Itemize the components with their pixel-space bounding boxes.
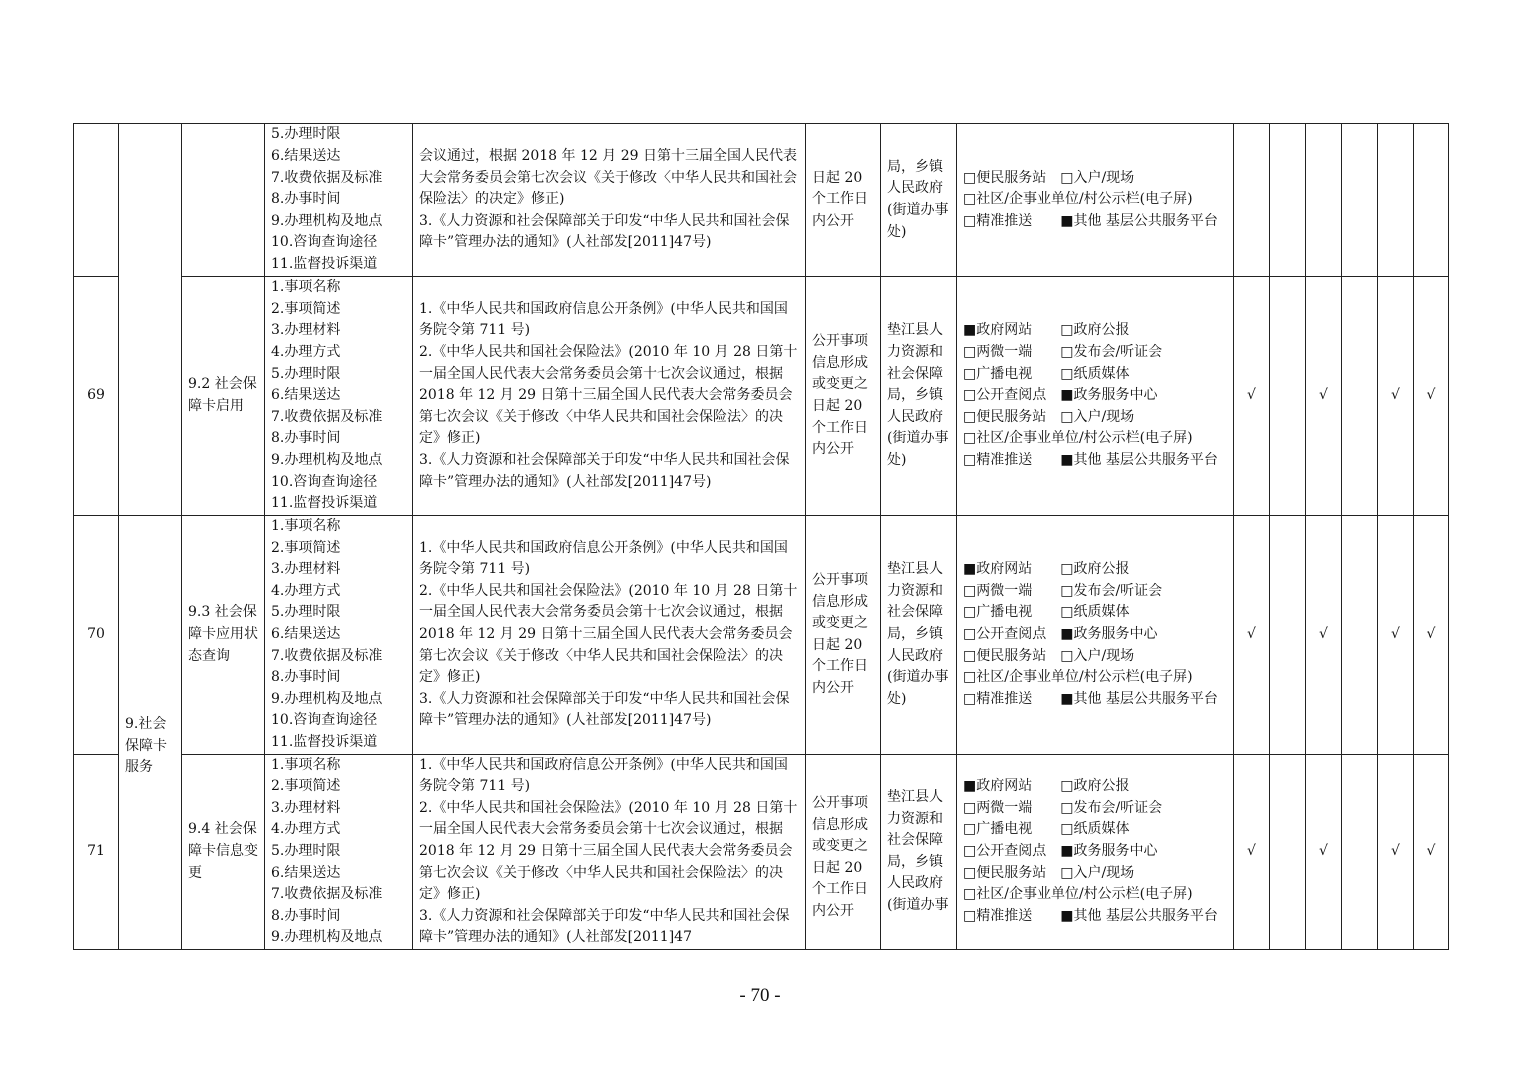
check-mark (1342, 754, 1378, 949)
category-label: 9.社会保障卡服务 (125, 716, 167, 776)
publication-channels: ■政府网站 □政府公报 □两微一端 □发布会/听证会 □广播电视 □纸质媒体 □公开查阅点 ■政务服务中心 □便民服务站 □入户/现场 □社区/企事业单位/村公示栏(电子屏) □精准推送 ■其他 基层公共服务平台 (963, 778, 1218, 924)
check-mark (1306, 124, 1342, 277)
table-row (74, 124, 1449, 277)
publication-channels: ■政府网站 □政府公报 □两微一端 □发布会/听证会 □广播电视 □纸质媒体 □公开查阅点 ■政务服务中心 □便民服务站 □入户/现场 □社区/企事业单位/村公示栏(电子屏) □精准推送 ■其他 基层公共服务平台 (963, 322, 1218, 468)
check-mark: √ (1234, 277, 1270, 516)
time-limit: 公开事项信息形成或变更之日起 20个工作日内公开 (812, 333, 868, 458)
check-mark: √ (1414, 516, 1449, 755)
check-mark: √ (1414, 754, 1449, 949)
responsible-subject: 垫江县人力资源和社会保障局，乡镇人民政府(街道办事处) (887, 322, 949, 468)
responsible-subject: 垫江县人力资源和社会保障局，乡镇人民政府(街道办事处) (887, 561, 949, 707)
time-limit: 日起 20个工作日内公开 (812, 169, 868, 229)
category-cell (119, 124, 182, 516)
legal-basis: 1.《中华人民共和国政府信息公开条例》(中华人民共和国国务院令第 711 号) 2.《中华人民共和国社会保险法》(2010 年 10 月 28 日第十一届全国人民代表大会常务委员会第十七次会议通过，根据 2018 年 12 月 29 日第十三届全国人民代表大会常务委员会第七次会议《关于修改〈中华人民共和国社会保险法〉的决定》修正) 3.《人力资源和社会保障部关于印发“中华人民共和国社会保障卡”管理办法的通知》(人社部发[2011]47 (419, 756, 798, 946)
check-mark (1270, 124, 1306, 277)
check-mark (1270, 516, 1306, 755)
publication-channels: ■政府网站 □政府公报 □两微一端 □发布会/听证会 □广播电视 □纸质媒体 □公开查阅点 ■政务服务中心 □便民服务站 □入户/现场 □社区/企事业单位/村公示栏(电子屏) □精准推送 ■其他 基层公共服务平台 (963, 561, 1218, 707)
check-mark: √ (1414, 277, 1449, 516)
legal-basis: 1.《中华人民共和国政府信息公开条例》(中华人民共和国国务院令第 711 号) 2.《中华人民共和国社会保险法》(2010 年 10 月 28 日第十一届全国人民代表大会常务委员会第十七次会议通过，根据 2018 年 12 月 29 日第十三届全国人民代表大会常务委员会第七次会议《关于修改〈中华人民共和国社会保险法〉的决定》修正) 3.《人力资源和社会保障部关于印发“中华人民共和国社会保障卡”管理办法的通知》(人社部发[2011]47号) (419, 300, 798, 490)
check-mark: √ (1306, 277, 1342, 516)
legal-basis: 1.《中华人民共和国政府信息公开条例》(中华人民共和国国务院令第 711 号) 2.《中华人民共和国社会保险法》(2010 年 10 月 28 日第十一届全国人民代表大会常务委员会第十七次会议通过，根据 2018 年 12 月 29 日第十三届全国人民代表大会常务委员会第七次会议《关于修改〈中华人民共和国社会保险法〉的决定》修正) 3.《人力资源和社会保障部关于印发“中华人民共和国社会保障卡”管理办法的通知》(人社部发[2011]47号) (419, 539, 798, 729)
check-mark: √ (1234, 754, 1270, 949)
page-number: - 70 - (739, 985, 781, 1006)
table-row (74, 516, 1449, 755)
time-limit: 公开事项信息形成或变更之日起 20个工作日内公开 (812, 794, 868, 919)
disclosure-table (73, 123, 1449, 950)
subitem-cell (182, 124, 265, 277)
check-mark (1342, 516, 1378, 755)
check-mark (1378, 124, 1414, 277)
check-mark (1342, 124, 1378, 277)
subitem-cell: 9.2 社会保障卡启用 (182, 277, 265, 516)
check-mark: √ (1378, 277, 1414, 516)
table-row (74, 754, 1449, 949)
check-mark (1270, 277, 1306, 516)
responsible-subject: 局，乡镇人民政府(街道办事处) (887, 158, 949, 240)
subitem-cell: 9.4 社会保障卡信息变更 (188, 821, 258, 881)
check-mark: √ (1378, 516, 1414, 755)
check-mark (1342, 277, 1378, 516)
content-items: 5.办理时限 6.结果送达 7.收费依据及标准 8.办事时间 9.办理机构及地点 10.咨询查询途径 11.监督投诉渠道 (271, 126, 383, 272)
legal-basis: 会议通过，根据 2018 年 12 月 29 日第十三届全国人民代表大会常务委员会第七次会议《关于修改〈中华人民共和国社会保险法〉的决定》修正) 3.《人力资源和社会保障部关于印发“中华人民共和国社会保障卡”管理办法的通知》(人社部发[2011]47号) (419, 148, 797, 251)
time-limit: 公开事项信息形成或变更之日起 20个工作日内公开 (812, 571, 868, 696)
check-mark (1270, 754, 1306, 949)
check-mark: √ (1306, 754, 1342, 949)
subitem-cell: 9.3 社会保障卡应用状态查询 (188, 604, 258, 664)
check-mark: √ (1306, 516, 1342, 755)
check-mark (1414, 124, 1449, 277)
responsible-subject: 垫江县人力资源和社会保障局，乡镇人民政府(街道办事 (887, 788, 949, 913)
category-cell (119, 516, 182, 950)
table-row (74, 277, 1449, 516)
check-mark: √ (1234, 516, 1270, 755)
check-mark (1234, 124, 1270, 277)
content-items: 1.事项名称 2.事项简述 3.办理材料 4.办理方式 5.办理时限 6.结果送达 7.收费依据及标准 8.办事时间 9.办理机构及地点 10.咨询查询途径 11.监督投诉渠道 (271, 518, 383, 750)
content-items: 1.事项名称 2.事项简述 3.办理材料 4.办理方式 5.办理时限 6.结果送达 7.收费依据及标准 8.办事时间 9.办理机构及地点 10.咨询查询途径 11.监督投诉渠道 (271, 279, 383, 512)
row-number: 71 (74, 754, 119, 949)
content-items: 1.事项名称 2.事项简述 3.办理材料 4.办理方式 5.办理时限 6.结果送达 7.收费依据及标准 8.办事时间 9.办理机构及地点 (271, 756, 383, 946)
check-mark: √ (1378, 754, 1414, 949)
row-number (74, 124, 119, 277)
publication-channels: □便民服务站 □入户/现场 □社区/企事业单位/村公示栏(电子屏) □精准推送 ■其他 基层公共服务平台 (963, 169, 1218, 229)
row-number: 70 (74, 516, 119, 755)
row-number: 69 (74, 277, 119, 516)
